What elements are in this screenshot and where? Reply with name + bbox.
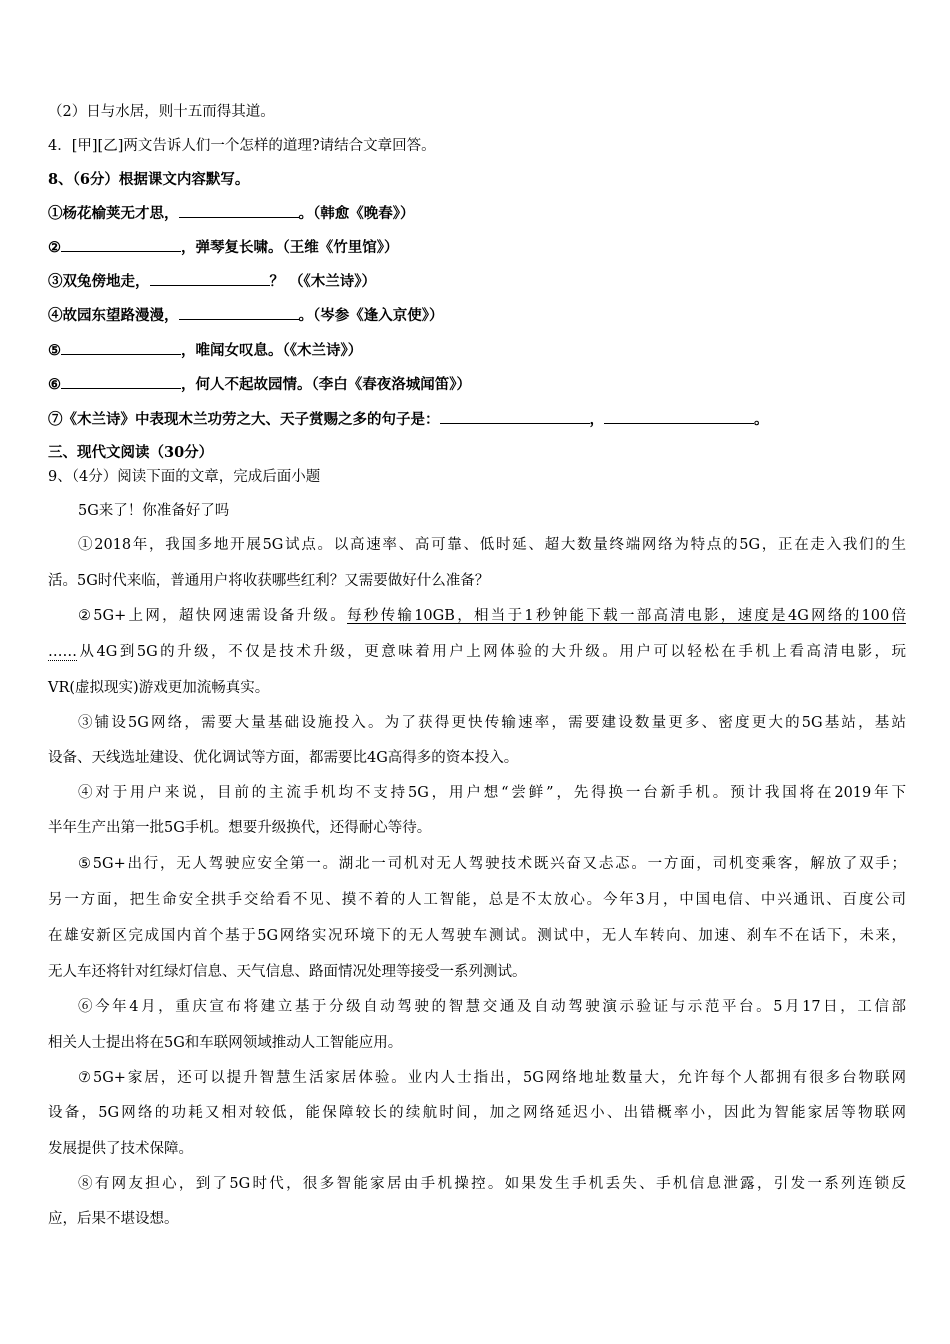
paragraph-5-line: ⑤5G+出行，无人驾驶应安全第一。湖北一司机对无人驾驶技术既兴奋又忐忑。一方面，司机变乘客，解放了双手； xyxy=(78,856,906,872)
paragraph-8-line: 应，后果不堪设想。 xyxy=(48,1211,179,1227)
recitation-item-3: ③双兔傍地走， ？ （《木兰诗》） xyxy=(48,273,377,290)
answer-blank[interactable] xyxy=(604,409,754,424)
recitation-item-5: ⑤ ，唯闻女叹息。（《木兰诗》） xyxy=(48,342,363,359)
question-9: 9、（4分）阅读下面的文章，完成后面小题 xyxy=(48,469,321,485)
paragraph-1-line: ①2018年，我国多地开展5G试点。以高速率、高可靠、低时延、超大数量终端网络为特点的5G，正在走入我们的生 xyxy=(78,537,906,553)
article-title: 5G来了！你准备好了吗 xyxy=(78,503,230,519)
underlined-ellipsis: …… xyxy=(48,644,77,660)
section-3-title: 三、现代文阅读（30分） xyxy=(48,444,214,461)
question-8-title: 8、（6分）根据课文内容默写。 xyxy=(48,171,250,188)
paragraph-4-line: 半年生产出第一批5G手机。想要升级换代，还得耐心等待。 xyxy=(48,820,432,836)
paragraph-1-line: 活。5G时代来临，普通用户将收获哪些红利？又需要做好什么准备？ xyxy=(48,573,490,589)
paragraph-3-line: ③铺设5G网络，需要大量基础设施投入。为了获得更快传输速率，需要建设数量更多、密度更大的5G基站，基站 xyxy=(78,715,906,731)
paragraph-8-line: ⑧有网友担心，到了5G时代，很多智能家居由手机操控。如果发生手机丢失、手机信息泄露，引发一系列连锁反 xyxy=(78,1176,906,1192)
answer-blank[interactable] xyxy=(179,203,299,218)
paragraph-6-line: 相关人士提出将在5G和车联网领域推动人工智能应用。 xyxy=(48,1035,403,1051)
paragraph-3-line: 设备、天线选址建设、优化调试等方面，都需要比4G高得多的资本投入。 xyxy=(48,750,519,766)
answer-blank[interactable] xyxy=(179,305,299,320)
question-line: （2）日与水居，则十五而得其道。 xyxy=(48,104,275,120)
recitation-item-6: ⑥ ，何人不起故园情。（李白《春夜洛城闻笛》） xyxy=(48,376,471,393)
paragraph-5-line: 无人车还将针对红绿灯信息、天气信息、路面情况处理等接受一系列测试。 xyxy=(48,964,527,980)
answer-blank[interactable] xyxy=(61,374,181,389)
paragraph-7-line: 设备，5G网络的功耗又相对较低，能保障较长的续航时间，加之网络延迟小、出错概率小，因此为智能家居等物联网 xyxy=(48,1105,906,1121)
paragraph-2-line: VR(虚拟现实)游戏更加流畅真实。 xyxy=(48,680,270,696)
answer-blank[interactable] xyxy=(440,409,590,424)
paragraph-7-line: 发展提供了技术保障。 xyxy=(48,1141,193,1157)
paragraph-7-line: ⑦5G+家居，还可以提升智慧生活家居体验。业内人士指出，5G网络地址数量大，允许每个人都拥有很多台物联网 xyxy=(78,1070,906,1086)
answer-blank[interactable] xyxy=(61,340,181,355)
paragraph-5-line: 另一方面，把生命安全拱手交给看不见、摸不着的人工智能，总是不太放心。今年3月，中国电信、中兴通讯、百度公司 xyxy=(48,892,906,908)
answer-blank[interactable] xyxy=(61,237,181,252)
paragraph-2-line: ……从4G到5G的升级，不仅是技术升级，更意味着用户上网体验的大升级。用户可以轻松在手机上看高清电影，玩 xyxy=(48,644,906,660)
recitation-item-7: ⑦《木兰诗》中表现木兰功劳之大、天子赏赐之多的句子是： ， 。 xyxy=(48,411,769,428)
recitation-item-1: ①杨花榆荚无才思， 。（韩愈《晚春》） xyxy=(48,205,415,222)
paragraph-6-line: ⑥今年4月，重庆宣布将建立基于分级自动驾驶的智慧交通及自动驾驶演示验证与示范平台。5月17日，工信部 xyxy=(78,999,906,1015)
recitation-item-4: ④故园东望路漫漫， 。（岑参《逢入京使》） xyxy=(48,307,444,324)
paragraph-4-line: ④对于用户来说，目前的主流手机均不支持5G，用户想“尝鲜”，先得换一台新手机。预计我国将在2019年下 xyxy=(78,785,906,801)
underlined-sentence: 每秒传输10GB，相当于1秒钟能下载一部高清电影，速度是4G网络的100倍 xyxy=(347,608,906,624)
question-4: 4．[甲][乙]两文告诉人们一个怎样的道理?请结合文章回答。 xyxy=(48,138,436,154)
recitation-item-2: ② ，弹琴复长啸。（王维《竹里馆》） xyxy=(48,239,399,256)
paragraph-5-line: 在雄安新区完成国内首个基于5G网络实况环境下的无人驾驶车测试。测试中，无人车转向、加速、刹车不在话下，未来， xyxy=(48,928,906,944)
paragraph-2-line: ②5G+上网，超快网速需设备升级。每秒传输10GB，相当于1秒钟能下载一部高清电影，速度是4G网络的100倍 xyxy=(78,608,906,624)
answer-blank[interactable] xyxy=(150,271,270,286)
